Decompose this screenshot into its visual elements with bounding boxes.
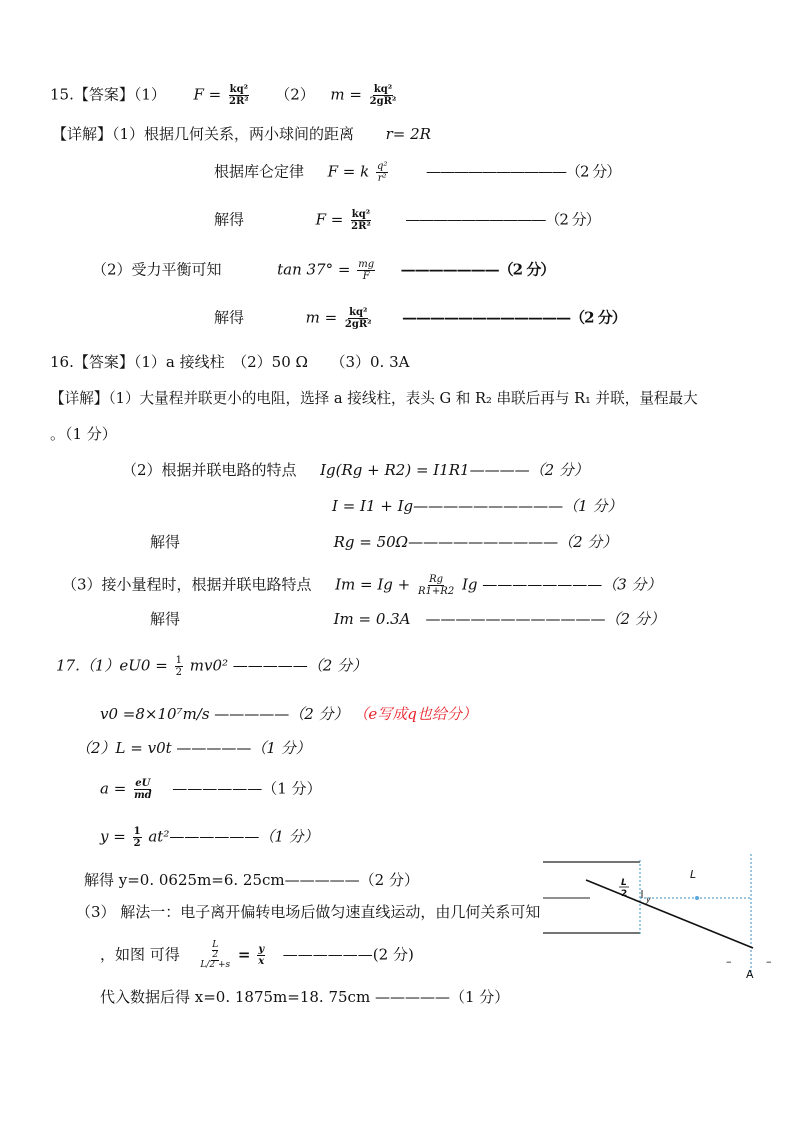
q16-solve2-label: 解得 (150, 610, 181, 628)
q16-solve2-line (150, 609, 665, 629)
q15-eq1-num: kq² (229, 84, 248, 95)
q16-solve-line (150, 532, 617, 552)
q17-y-den: 2 (133, 838, 141, 849)
q17-y-num: 1 (133, 826, 141, 837)
q17-fig-label: ，如图 可得 (100, 945, 180, 964)
q15-solve-F-fraction (350, 209, 372, 232)
q15-tan-num: mg (358, 259, 375, 270)
label-L: L (690, 868, 697, 881)
q17-solve-y-line (84, 870, 419, 890)
trajectory-line (586, 880, 753, 948)
label-dash-left: – (726, 955, 732, 968)
q15-solve2-line (214, 307, 626, 330)
q15-tan-den: F (362, 271, 370, 282)
q17-a-line (100, 778, 322, 801)
q17-ratio-num-bot: 2 (212, 950, 219, 960)
q17-p1-num: 1 (175, 655, 182, 666)
q15-coulomb-lhs: F = k (327, 162, 370, 181)
q17-v0: v0 =8×10⁷m/s —————（2 分） (100, 705, 349, 723)
q16-small-range-label: （3）接小量程时，根据并联电路特点 (62, 575, 312, 594)
q17-part1-line (56, 655, 367, 678)
q17-ratio-num-block (211, 941, 219, 961)
q16-header: 16.【答案】（1）a 接线柱 （2）50 Ω （3）0. 3A (50, 353, 410, 371)
q15-solve-label: 解得 (214, 210, 245, 229)
q17-p1-fraction (175, 655, 183, 678)
q15-header: 15.【答案】（1） (50, 85, 166, 104)
q16-eq-d-fraction (417, 574, 455, 597)
q15-coulomb-fraction (376, 161, 388, 184)
q15-eq2-fraction (369, 84, 398, 107)
q15-coulomb-score: ——————————（2 分） (425, 162, 621, 181)
q15-solve-m-lhs: m = (305, 308, 338, 327)
q17-final: 代入数据后得 x=0. 1875m=18. 75cm —————（1 分） (100, 988, 510, 1006)
q15-eq2-num: kq² (373, 84, 393, 95)
q15-eq2-lhs: m = (330, 85, 362, 104)
q16-parallel-label: （2）根据并联电路的特点 (122, 461, 297, 479)
q15-tan-score: ———————（2 分） (400, 260, 555, 279)
deflection-diagram (540, 852, 780, 982)
q16-detail1-cont: 。（1 分） (50, 425, 117, 443)
midpoint-dot (695, 896, 699, 900)
q17-part2-line (76, 738, 311, 758)
q15-balance-label: （2）受力平衡可知 (92, 260, 222, 279)
label-dash-right: – (766, 955, 772, 968)
q15-solve-m-fraction (344, 307, 373, 330)
q17-v0-line (100, 704, 477, 724)
q17-ratio-rhs-den: x (258, 956, 265, 967)
q17-solve-y: 解得 y=0. 0625m=6. 25cm—————（2 分） (84, 871, 419, 889)
q15-detail-line (52, 124, 431, 144)
q16-eq-d-num: Rg (429, 574, 444, 585)
q15-tan-lhs: tan 37° = (277, 260, 351, 279)
q17-part3-line (76, 902, 540, 922)
q15-eq1-lhs: F = (193, 85, 222, 104)
q17-p1-den: 2 (175, 667, 182, 678)
q17-a-score: ——————（1 分） (172, 779, 322, 798)
q15-tan-fraction (357, 259, 375, 282)
q16-answer-line (50, 352, 409, 372)
q17-y-line (100, 826, 319, 849)
q15-distance: r= 2R (385, 125, 431, 143)
q16-eq-b: I = I1 + Ig——————————（1 分） (332, 497, 623, 515)
q15-coulomb-num: q² (376, 161, 388, 172)
q15-solve-F-den: 2R² (351, 221, 371, 232)
q15-solve-line (214, 209, 600, 232)
q15-eq1-fraction (228, 84, 250, 107)
q17-a-den: md (134, 790, 152, 801)
q17-ratio-score: ——————(2 分) (282, 945, 414, 964)
q15-solve-F-lhs: F = (315, 210, 344, 229)
q15-solve-m-num: kq² (349, 307, 368, 318)
q17-y-lhs: y = (100, 827, 126, 846)
q17-y-rhs: at²——————（1 分） (148, 827, 319, 846)
q15-solve-m-den: 2gR² (344, 319, 372, 330)
q17-v0-note: （e写成q也给分） (353, 705, 477, 723)
label-A: A (746, 968, 754, 981)
q16-eq-b-line (332, 496, 622, 516)
q17-final-line (100, 987, 509, 1007)
q15-solve2-label: 解得 (214, 308, 245, 327)
q15-coulomb-label: 根据库仑定律 (214, 162, 305, 181)
q15-eq1-den: 2R² (229, 96, 249, 107)
q15-balance-line (92, 259, 554, 282)
q16-eq-e: Im = 0.3A ————————————（2 分） (333, 610, 665, 628)
q15-part2: （2） (275, 85, 315, 104)
q16-eq-d-lhs: Im = Ig + (335, 575, 411, 594)
q16-detail1: 【详解】（1）大量程并联更小的电阻，选择 a 接线柱，表头 G 和 R₂ 串联后再与 R₁ 并联，量程最大 (50, 390, 698, 407)
q17-ratio-den: L/2 +s (200, 960, 231, 970)
q16-eq-a: Ig(Rg + R2) = I1R1————（2 分） (320, 461, 589, 479)
q17-ratio-rhs-num: y (258, 944, 265, 955)
q16-solve-label: 解得 (150, 533, 181, 551)
q17-p1-prefix: 17.（1）eU0 = (56, 656, 168, 675)
q16-detail1-cont-line (50, 424, 117, 444)
q15-eq2-den: 2gR² (369, 96, 397, 107)
q16-eq-c: Rg = 50Ω——————————（2 分） (333, 533, 618, 551)
q15-coulomb-den: r² (377, 173, 387, 184)
label-L2-den: 2 (621, 889, 628, 899)
q16-detail1-line (50, 389, 698, 409)
q17-p3: （3） 解法一：电子离开偏转电场后做匀速直线运动，由几何关系可知 (76, 903, 541, 921)
q17-a-lhs: a = (100, 779, 127, 798)
q16-small-range-line (62, 574, 662, 597)
q17-ratio-line: ，如图 可得 L 2 L/2 +s = $\frac{y}{x}$ ——————(2 分) (100, 940, 414, 970)
q15-solve-score: ——————————（2 分） (405, 210, 600, 229)
q17-p1-suffix: mv0² —————（2 分） (189, 656, 368, 675)
q17-ratio-num-top: L (212, 940, 219, 950)
q16-eq-d-den: R1+R2 (418, 586, 455, 597)
q16-eq-d-rhs: Ig ————————（3 分） (461, 575, 662, 594)
label-y: y (646, 895, 651, 904)
q15-solve-m-score: ————————————（2 分） (402, 308, 626, 327)
q15-answer-line (50, 84, 399, 107)
label-L2-num: L (621, 878, 627, 888)
q17-ratio-lhs-fraction (199, 941, 231, 970)
q17-a-fraction (133, 778, 153, 801)
q15-detail-label: 【详解】（1）根据几何关系，两小球间的距离 (52, 125, 355, 143)
q15-solve-F-num: kq² (351, 209, 371, 220)
q17-p2: （2）L = v0t —————（1 分） (76, 739, 311, 757)
q17-y-fraction (133, 826, 142, 849)
q17-a-num: eU (135, 778, 151, 789)
q17-ratio-rhs-fraction (257, 944, 265, 967)
q16-parallel-line (122, 460, 589, 480)
q15-coulomb-line (214, 161, 620, 184)
